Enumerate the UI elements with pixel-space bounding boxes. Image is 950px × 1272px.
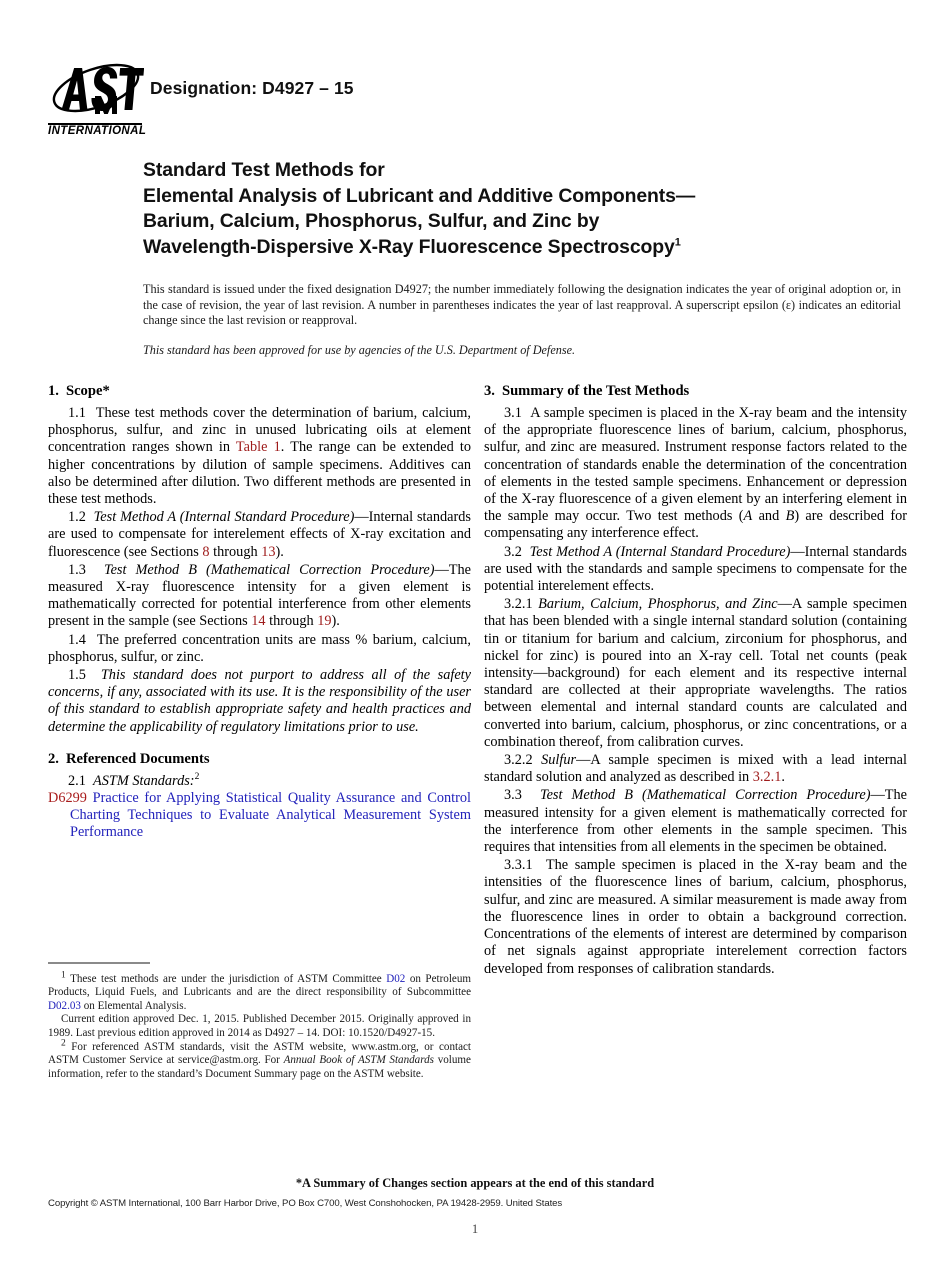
footnote-1-marker: 1 <box>61 969 66 980</box>
astm-logo-subtitle: INTERNATIONAL <box>48 125 147 137</box>
para-3-2-2-text-a: —A sample specimen is mixed with a lead internal standard solution and analyzed as described in <box>484 752 907 786</box>
astm-standards-footnote-marker: 2 <box>194 772 200 783</box>
paragraph-1-2 <box>48 509 471 561</box>
footnote-2-text-a: For referenced ASTM standards, visit the ASTM website, www.astm.org, or contact ASTM Customer Service at service@astm.org. For <box>48 1040 471 1067</box>
para-num-3-3-1: 3.3.1 <box>504 857 533 874</box>
referenced-standard-item[interactable] <box>48 790 471 842</box>
para-3-2-1-text: —A sample specimen that has been blended with a single internal standard solution (containing tin or titanium for barium and calcium, zirconium for phosphorus, and nickel for zinc) is poured into an X-ray cell. Total net counts (peak intensity—background) for each element and its respective internal standard are collected at their appropriate wavelengths. The ratios between elemental and internal standard counts are calculated and converted into barium, calcium, phosphorus, or zinc concentrations, or a combination thereof, from calibration curves. <box>484 596 908 750</box>
para-3-3-title: Test Method B (Mathematical Correction Procedure) <box>539 787 871 804</box>
para-num-1-2: 1.2 <box>68 509 86 526</box>
right-column <box>484 382 907 979</box>
preamble-issued-text: This standard is issued under the fixed designation D4927; the number immediately following the designation indicates the year of original adoption or, in the case of revision, the year of last revision. A number in parentheses indicates the year of last reapproval. A superscript epsilon (ε) indicates an editorial change since the last revision or reapproval. <box>143 282 901 328</box>
section-heading-referenced-documents <box>48 750 471 768</box>
astm-standards-label: ASTM Standards: <box>93 772 195 789</box>
para-num-3-1: 3.1 <box>504 405 522 421</box>
committee-link-d02[interactable]: D02 <box>386 972 406 985</box>
title-line-1: Standard Test Methods for <box>143 159 385 181</box>
para-num-1-4: 1.4 <box>68 631 86 648</box>
standard-designation-d6299[interactable]: D6299 <box>48 790 87 807</box>
footnote-1-text-c: on Elemental Analysis. <box>80 999 187 1012</box>
title-line-3: Barium, Calcium, Phosphorus, Sulfur, and Zinc by <box>143 210 600 233</box>
paragraph-3-3 <box>484 787 907 856</box>
xref-table-1[interactable]: Table 1 <box>235 439 281 456</box>
para-num-1-1: 1.1 <box>68 405 86 421</box>
footnote-2 <box>48 1037 471 1082</box>
xref-section-13[interactable]: 13 <box>261 543 276 560</box>
para-3-3-1-text: The sample specimen is placed in the X-ray beam and the intensities of the fluorescence lines of barium, calcium, phosphorus, sulfur, and zinc are measured. A similar measurement is made away from the fluorescence lines in order to obtain a background correction. Concentrations of the elements of interest are determined by comparison of net signals against appropriate interelement correction factors developed from responses of calibration standards. <box>484 857 907 977</box>
method-b-label: B <box>785 508 795 525</box>
paragraph-1-3 <box>48 562 471 631</box>
section-number-2: 2. <box>48 750 59 767</box>
method-a-label: A <box>743 508 753 525</box>
footnote-1-text-a: These test methods are under the jurisdiction of ASTM Committee <box>70 972 387 985</box>
para-1-5-text: This standard does not purport to address all of the safety concerns, if any, associated with its use. It is the responsibility of the user of this standard to establish appropriate safety and health practices and determine the applicability of regulatory limitations prior to use. <box>48 667 471 735</box>
standard-title-d6299[interactable]: Practice for Applying Statistical Quality Assurance and Control Charting Techniques to Evaluate Analytical Measurement System Performance <box>70 790 472 841</box>
paragraph-3-1 <box>484 405 907 543</box>
para-1-3-text-b: through <box>265 613 318 630</box>
para-3-2-2-text-b: . <box>781 769 785 786</box>
para-num-2-1: 2.1 <box>68 772 86 789</box>
title-footnote-marker: 1 <box>674 236 681 249</box>
para-1-4-text: The preferred concentration units are mass % barium, calcium, phosphorus, sulfur, or zinc. <box>48 631 471 665</box>
title-line-4: Wavelength-Dispersive X-Ray Fluorescence Spectroscopy <box>143 235 675 258</box>
section-title-3: Summary of the Test Methods <box>501 383 690 399</box>
footnote-divider <box>48 962 150 964</box>
astm-logo-mark <box>48 58 144 122</box>
paragraph-3-2 <box>484 544 907 596</box>
para-3-2-1-title: Barium, Calcium, Phosphorus, and Zinc <box>538 596 778 613</box>
paragraph-1-5 <box>48 667 471 736</box>
footnotes-block <box>48 962 471 1081</box>
paragraph-1-1 <box>48 405 471 508</box>
section-heading-scope <box>48 382 471 400</box>
para-num-3-2: 3.2 <box>504 543 522 560</box>
para-num-3-2-2: 3.2.2 <box>504 752 533 769</box>
para-3-2-title: Test Method A (Internal Standard Procedure) <box>529 543 791 560</box>
title-line-2: Elemental Analysis of Lubricant and Additive Components— <box>143 184 696 207</box>
copyright-notice: Copyright © ASTM International, 100 Barr Harbor Drive, PO Box C700, West Conshohocken, PA 19428-2959. United States <box>48 1198 563 1209</box>
para-num-3-3: 3.3 <box>504 787 522 804</box>
page-number: 1 <box>471 1222 479 1236</box>
paragraph-1-4 <box>48 632 471 666</box>
para-1-2-title: Test Method A (Internal Standard Procedure) <box>93 509 355 526</box>
para-3-3-text: —The measured intensity for a given element is mathematically corrected for the interference from other elements in the sample specimen. This requires that intensities from all elements in the specimen be obtained. <box>484 787 907 856</box>
footnote-2-text-b: volume information, refer to the standard’s Document Summary page on the ASTM website. <box>48 1054 471 1080</box>
title-area <box>143 158 903 260</box>
subcommittee-link-d0203[interactable]: D02.03 <box>48 999 81 1012</box>
para-1-3-text-c: ). <box>331 613 340 630</box>
section-title-1: Scope* <box>65 383 110 399</box>
para-1-2-text-a: —Internal standards are used to compensate for interelement effects of X-ray excitation and fluorescence (see Sections <box>48 509 471 560</box>
designation-label: Designation: D4927 – 15 <box>150 78 354 98</box>
left-column <box>48 382 471 842</box>
para-1-2-text-b: through <box>209 543 262 560</box>
astm-logo <box>48 58 147 140</box>
astm-monogram-icon <box>48 58 144 122</box>
para-3-2-2-title: Sulfur <box>541 752 577 769</box>
para-1-3-title: Test Method B (Mathematical Correction Procedure) <box>103 561 435 578</box>
para-1-3-text-a: —The measured X-ray fluorescence intensity for a given element is mathematically corrected for potential interference from other elements present in the sample (see Sections <box>48 561 471 630</box>
masthead <box>48 58 902 144</box>
footnote-edition-info: Current edition approved Dec. 1, 2015. Published December 2015. Originally approved in 1989. Last previous edition approved in 2014 as D4927 – 14. DOI: 10.1520/D4927-15. <box>48 1013 471 1039</box>
annual-book-title: Annual Book of ASTM Standards <box>283 1054 434 1067</box>
para-1-1-text-a: These test methods cover the determination of barium, calcium, phosphorus, sulfur, and zinc in unused lubricating oils at element concentration ranges shown in <box>48 405 471 456</box>
footnote-1-text-b: on Petroleum Products, Liquid Fuels, and Lubricants and are the direct responsibility of Subcommittee <box>48 972 472 999</box>
section-number-3: 3. <box>484 383 495 399</box>
xref-section-8[interactable]: 8 <box>202 543 210 560</box>
para-3-2-text: —Internal standards are used with the standards and sample specimens to compensate for the potential interelement effects. <box>484 543 907 595</box>
paragraph-2-1 <box>48 773 471 790</box>
section-number-1: 1. <box>48 383 59 399</box>
preamble-dod-approval: This standard has been approved for use by agencies of the U.S. Department of Defense. <box>143 342 576 357</box>
para-3-1-text-a: A sample specimen is placed in the X-ray beam and the intensity of the appropriate fluorescence lines of barium, calcium, phosphorus, sulfur, and zinc are measured. Instrument response factors related to the concentration of standards enable the determination of the concentration of elements in the tested sample specimens. Enhancement or depression of the X-ray fluorescence of a given element by an interfering element in the sample may occur. Two test methods ( <box>484 405 907 525</box>
para-1-1-text-b: . The range can be extended to higher concentrations by dilution of sample specimens. Additives can also be determined after dilution. Two different methods are presented in these test methods. <box>48 439 471 508</box>
paragraph-3-2-1 <box>484 596 907 751</box>
footnote-2-marker: 2 <box>61 1037 66 1048</box>
xref-section-19[interactable]: 19 <box>317 613 332 630</box>
xref-section-3-2-1[interactable]: 3.2.1 <box>752 769 782 786</box>
para-num-1-3: 1.3 <box>68 561 86 578</box>
section-heading-summary <box>484 382 907 400</box>
paragraph-3-2-2 <box>484 752 907 786</box>
page-title <box>143 158 903 260</box>
section-title-2: Referenced Documents <box>65 750 210 767</box>
xref-section-14[interactable]: 14 <box>251 613 266 630</box>
para-1-2-text-c: ). <box>275 543 284 560</box>
summary-of-changes-note: *A Summary of Changes section appears at the end of this standard <box>295 1176 655 1190</box>
para-3-1-text-c: ) are described for compensating any interference effect. <box>484 508 907 542</box>
para-num-3-2-1: 3.2.1 <box>504 596 533 613</box>
para-3-1-text-b: and <box>752 508 786 525</box>
para-num-1-5: 1.5 <box>68 667 86 684</box>
footnote-1 <box>48 969 472 1014</box>
preamble <box>143 282 901 358</box>
paragraph-3-3-1 <box>484 857 907 977</box>
